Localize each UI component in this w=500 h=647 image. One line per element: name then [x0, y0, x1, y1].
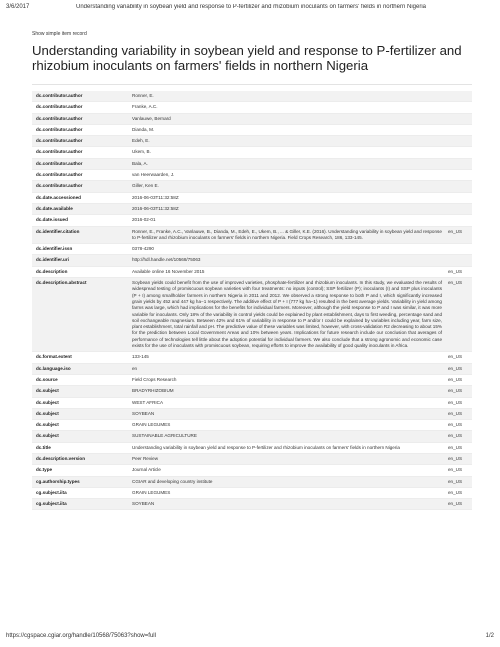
metadata-language — [444, 192, 472, 203]
print-url: https://cgspace.cgiar.org/handle/10568/75063?show=full — [6, 633, 156, 639]
table-row — [32, 124, 472, 135]
metadata-language — [444, 255, 472, 266]
metadata-table — [32, 91, 472, 510]
metadata-field-name: dc.subject — [36, 410, 59, 416]
metadata-language — [444, 170, 472, 181]
metadata-field-name: dc.format.extent — [36, 354, 72, 360]
metadata-field-name: dc.subject — [36, 422, 59, 428]
metadata-field-value: WEST AFRICA — [132, 399, 164, 405]
metadata-language — [444, 124, 472, 135]
table-row — [32, 147, 472, 158]
metadata-field-value: Available online 16 November 2015 — [132, 268, 205, 274]
metadata-field-name: dc.type — [36, 467, 53, 473]
table-row — [32, 203, 472, 214]
metadata-field-name: dc.contributor.author — [36, 93, 83, 98]
metadata-language — [444, 203, 472, 214]
table-row — [32, 158, 472, 169]
metadata-field-name: dc.identifier.citation — [36, 228, 80, 234]
metadata-field-name: dc.subject — [36, 388, 59, 394]
metadata-field-value: 2016-06-03T11:32:58Z — [132, 205, 179, 211]
metadata-field-value: Franke, A.C. — [132, 104, 158, 110]
metadata-field-value: Understanding variability in soybean yield and response to P-fertilizer and rhizobium inoculants on farmers' fields in northern Nigeria — [132, 444, 400, 450]
metadata-language: en_US — [448, 228, 463, 234]
metadata-field-name: cg.authorship.types — [36, 478, 80, 484]
metadata-language — [444, 147, 472, 158]
metadata-language — [444, 215, 472, 226]
page-title: Understanding variability in soybean yield and response to P-fertilizer and rhizobium inoculants on farmers' fields in northern Nigeria — [32, 43, 462, 73]
table-row — [32, 386, 472, 397]
metadata-field-name: dc.contributor.author — [36, 138, 83, 144]
metadata-field-name: dc.identifier.uri — [36, 257, 69, 263]
table-row — [32, 170, 472, 181]
table-row — [32, 442, 472, 453]
table-row — [32, 278, 472, 352]
metadata-field-value: SOYBEAN — [132, 501, 155, 507]
metadata-language: en_US — [448, 433, 463, 439]
table-row — [32, 499, 472, 510]
table-row — [32, 408, 472, 419]
metadata-field-value: http://hdl.handle.net/10568/75063 — [132, 257, 201, 263]
metadata-field-name: dc.contributor.author — [36, 172, 83, 178]
metadata-language: en_US — [448, 280, 463, 286]
metadata-field-name: dc.date.available — [36, 205, 73, 211]
metadata-field-value: GRAIN LEGUMES — [132, 422, 171, 428]
table-row — [32, 352, 472, 363]
metadata-language — [444, 91, 472, 102]
table-row — [32, 91, 472, 102]
metadata-field-name: cg.subject.iita — [36, 489, 67, 495]
metadata-field-value: Soybean yields could benefit from the use of improved varieties, phosphate-fertilizer and rhizobium inoculants. In this study, we evaluated the results of widespread testing of promiscuous soybean varieties with four treatments: no inputs (control); SSP fertilizer (P); inoculants (I) and SSP plus inoculants (P + I) among smallholder farmers in northern Nigeria in 2011 and 2012. We observed a strong response to both P and I, which significantly increased grain yields by 452 and 447 kg ha−1 respectively. The additive effect of P + I (777 kg ha−1) resulted in the best average yields. Variability in yield among farms was large, which had implications for the benefits for individual farmers. Moreover, although the yield response to P and I was similar, it was more variable for inoculants. Only 18% of the variability in control yields could be explained by plant establishment, days to first weeding, percentage sand and soil exchangeable magnesium. Between 42% and 61% of variability in response to P and/or I could be explained by variables including year, farm size, plant establishment, total rainfall and pH. The predictive value of these variables was limited, however, with cross-validation R2 decreasing to about 15% for the prediction between Local Government Areas and 10% between years. Implications for future research include our conclusion that averages of performance of technologies tell little about the adoption potential for individual farmers. We also conclude that a strong agronomic and economic case exists for the use of inoculants with promiscuous soybean, requiring efforts to improve the availability of good quality inoculants in Africa. — [132, 280, 443, 349]
table-row — [32, 266, 472, 277]
print-date: 3/6/2017 — [6, 4, 30, 10]
metadata-field-name: cg.subject.iita — [36, 501, 67, 507]
metadata-field-value: SUSTAINABLE AGRICULTURE — [132, 433, 197, 439]
table-row — [32, 374, 472, 385]
metadata-field-name: dc.contributor.author — [36, 126, 83, 132]
table-row — [32, 420, 472, 431]
metadata-field-value: CGIAR and developing country institute — [132, 478, 213, 484]
table-row — [32, 215, 472, 226]
metadata-field-name: dc.contributor.author — [36, 160, 83, 166]
print-document-title: Understanding variability in soybean yield and response to P-fertilizer and rhizobium inoculants on farmers' fields in northern Nigeria — [76, 4, 426, 10]
metadata-field-value: en — [132, 365, 138, 371]
metadata-field-name: dc.description.abstract — [36, 280, 87, 286]
print-page-number: 1/2 — [485, 633, 494, 639]
metadata-field-value: Field Crops Research — [132, 376, 177, 382]
metadata-field-value: Giller, Ken E. — [132, 183, 159, 189]
metadata-field-name: dc.date.issued — [36, 217, 68, 223]
table-row — [32, 192, 472, 203]
metadata-field-name: dc.contributor.author — [36, 115, 83, 121]
metadata-field-value: Dianda, M. — [132, 126, 155, 132]
table-row — [32, 102, 472, 113]
metadata-field-name: dc.date.accessioned — [36, 194, 81, 200]
metadata-language: en_US — [448, 388, 463, 394]
metadata-language: en_US — [448, 354, 463, 360]
metadata-language: en_US — [448, 489, 463, 495]
metadata-language — [444, 102, 472, 113]
metadata-field-value: van Heerwaarden, J. — [132, 172, 175, 178]
table-row — [32, 181, 472, 192]
table-row — [32, 363, 472, 374]
metadata-language: en_US — [448, 399, 463, 405]
metadata-field-value: 0378-4290 — [132, 246, 154, 252]
metadata-language: en_US — [448, 410, 463, 416]
metadata-language: en_US — [448, 365, 463, 371]
metadata-field-value: GRAIN LEGUMES — [132, 489, 171, 495]
table-row — [32, 113, 472, 124]
table-row — [32, 226, 472, 244]
metadata-field-value: Ronner, E., Franke, A.C., Vanlauwe, B., Dianda, M., Edeh, E., Ukem, B., ... & Giller, K.E. (2016). Understanding variability in soybean yield and response to P-fertilizer and rhizobium inoculants on farmers' fields in northern Nigeria. Field Crops Research, 186, 133-145. — [132, 228, 442, 240]
metadata-language: en_US — [448, 268, 463, 274]
title-divider — [32, 84, 472, 85]
metadata-field-name: dc.subject — [36, 399, 59, 405]
table-row — [32, 397, 472, 408]
metadata-language — [444, 136, 472, 147]
table-row — [32, 255, 472, 266]
table-row — [32, 487, 472, 498]
metadata-field-name: dc.contributor.author — [36, 149, 83, 155]
metadata-language: en_US — [448, 501, 463, 507]
metadata-field-name: dc.identifier.issn — [36, 246, 73, 252]
table-row — [32, 431, 472, 442]
show-simple-record-link[interactable]: Show simple item record — [32, 31, 87, 37]
metadata-field-value: 2016-02-01 — [132, 217, 156, 223]
metadata-field-value: BRADYRHIZOBIUM — [132, 388, 174, 394]
metadata-field-value: 133-145 — [132, 354, 149, 360]
metadata-field-value: SOYBEAN — [132, 410, 155, 416]
metadata-field-name: dc.source — [36, 376, 58, 382]
metadata-field-value: Bala, A. — [132, 160, 148, 166]
table-row — [32, 136, 472, 147]
metadata-field-value: Vanlauwe, Bernard — [132, 115, 171, 121]
metadata-language — [444, 113, 472, 124]
metadata-field-value: Ukem, B. — [132, 149, 151, 155]
metadata-language: en_US — [448, 444, 463, 450]
metadata-field-value: Edeh, E. — [132, 138, 150, 144]
table-row — [32, 476, 472, 487]
metadata-table-body — [32, 91, 472, 510]
metadata-field-name: dc.language.iso — [36, 365, 71, 371]
metadata-field-name: dc.contributor.author — [36, 183, 83, 189]
metadata-field-name: dc.description.version — [36, 455, 86, 461]
print-footer — [6, 633, 494, 643]
metadata-language: en_US — [448, 422, 463, 428]
metadata-field-value: Journal Article — [132, 467, 161, 473]
metadata-field-name: dc.contributor.author — [36, 104, 83, 110]
table-row — [32, 465, 472, 476]
metadata-language: en_US — [448, 467, 463, 473]
metadata-language: en_US — [448, 455, 463, 461]
metadata-language — [444, 181, 472, 192]
metadata-field-value: Peer Review — [132, 455, 159, 461]
metadata-language — [444, 244, 472, 255]
metadata-field-name: dc.description — [36, 268, 68, 274]
metadata-language: en_US — [448, 376, 463, 382]
metadata-field-name: dc.subject — [36, 433, 59, 439]
metadata-field-value: 2016-06-03T11:32:58Z — [132, 194, 179, 200]
metadata-field-name: dc.title — [36, 444, 51, 450]
table-row — [32, 244, 472, 255]
print-header — [6, 4, 494, 16]
metadata-language — [444, 158, 472, 169]
table-row — [32, 453, 472, 464]
metadata-language: en_US — [448, 478, 463, 484]
metadata-field-value: Ronner, E. — [132, 93, 154, 98]
